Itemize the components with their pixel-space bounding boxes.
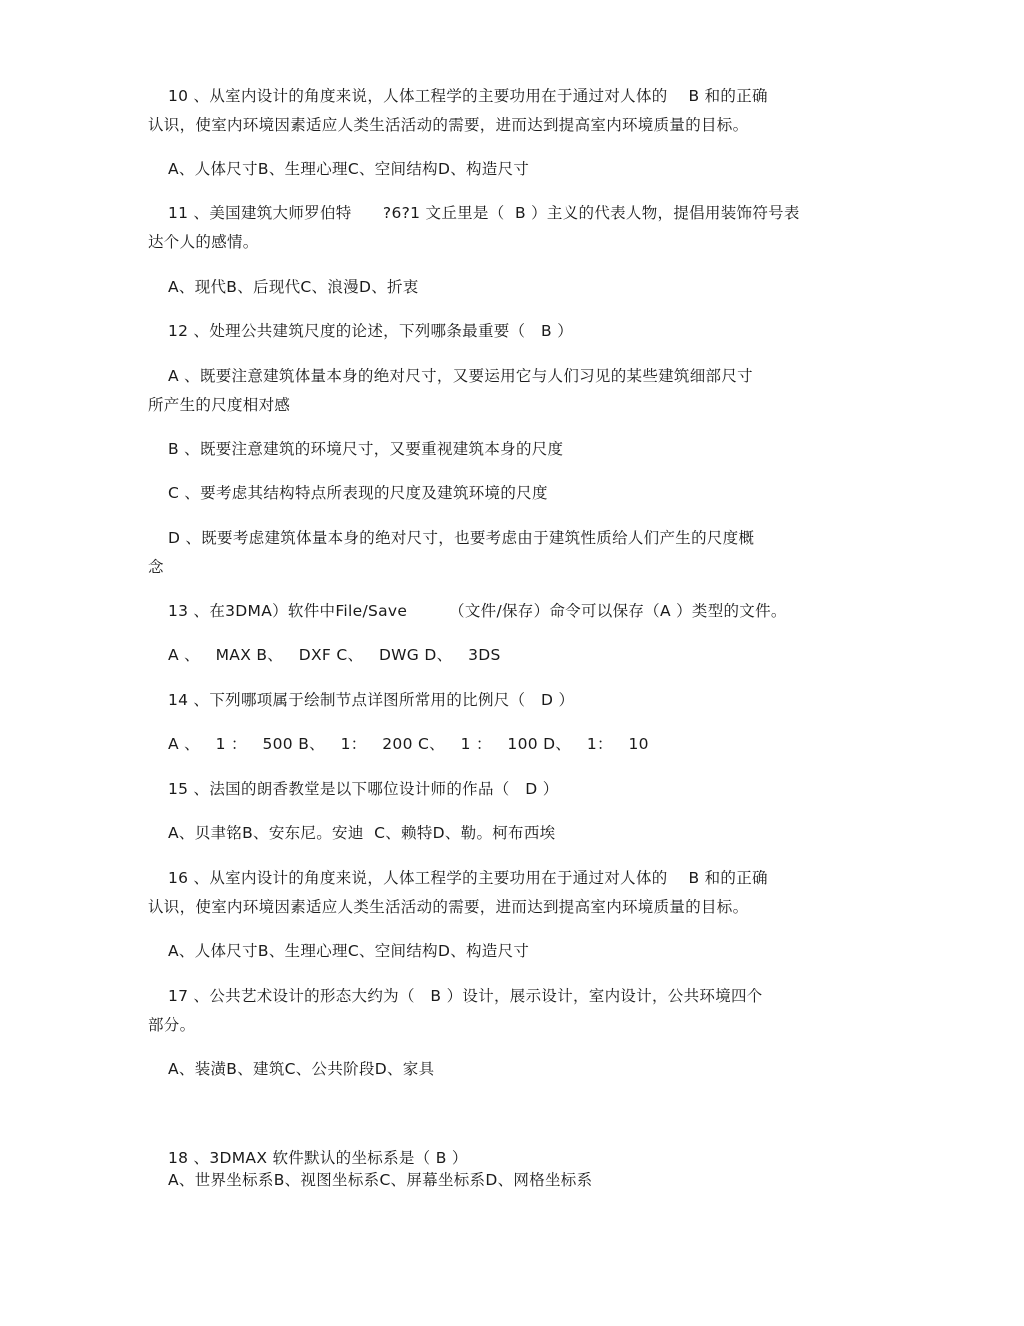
q11-stem: 11 、美国建筑大师罗伯特 ?6?1 文丘里是（ B ）主义的代表人物，提倡用装饰符号表 (168, 204, 800, 222)
q18-stem: 18 、3DMAX 软件默认的坐标系是（ B ） (168, 1149, 468, 1167)
q17-options: A、装潢B、建筑C、公共阶段D、家具 (168, 1060, 435, 1078)
q12-option-a: A 、既要注意建筑体量本身的绝对尺寸，又要运用它与人们习见的某些建筑细部尺寸 (168, 367, 753, 385)
q15-stem: 15 、法国的朗香教堂是以下哪位设计师的作品（ D ） (168, 780, 559, 798)
q11-stem-cont: 达个人的感情。 (148, 233, 259, 251)
q14-options: A 、 1 ： 500 B、 1： 200 C、 1 ： 100 D、 1： 10 (168, 735, 649, 753)
q12-option-d: D 、既要考虑建筑体量本身的绝对尺寸，也要考虑由于建筑性质给人们产生的尺度概 (168, 529, 755, 547)
q10-options: A、人体尺寸B、生理心理C、空间结构D、构造尺寸 (168, 160, 530, 178)
q13-options: A 、 MAX B、 DXF C、 DWG D、 3DS (168, 646, 501, 664)
q12-stem: 12 、处理公共建筑尺度的论述，下列哪条最重要（ B ） (168, 322, 573, 340)
q17-stem-cont: 部分。 (148, 1016, 196, 1034)
q12-option-b: B 、既要注意建筑的环境尺寸，又要重视建筑本身的尺度 (168, 440, 564, 458)
q13-stem: 13 、在3DMA）软件中File/Save （文件/保存）命令可以保存（A ）类型的文件。 (168, 602, 787, 620)
q17-stem: 17 、公共艺术设计的形态大约为（ B ）设计，展示设计，室内设计，公共环境四个 (168, 987, 763, 1005)
q14-stem: 14 、下列哪项属于绘制节点详图所常用的比例尺（ D ） (168, 691, 575, 709)
q12-option-c: C 、要考虑其结构特点所表现的尺度及建筑环境的尺度 (168, 484, 548, 502)
q15-options: A、贝聿铭B、安东尼。安迪 C、赖特D、勒。柯布西埃 (168, 824, 556, 842)
q10-stem: 10 、从室内设计的角度来说，人体工程学的主要功用在于通过对人体的 B 和的正确 (168, 87, 768, 105)
q16-stem: 16 、从室内设计的角度来说，人体工程学的主要功用在于通过对人体的 B 和的正确 (168, 869, 768, 887)
q12-option-a-cont: 所产生的尺度相对感 (148, 396, 291, 414)
q10-stem-cont: 认识，使室内环境因素适应人类生活活动的需要，进而达到提高室内环境质量的目标。 (148, 116, 749, 134)
q11-options: A、现代B、后现代C、浪漫D、折衷 (168, 278, 419, 296)
q16-options: A、人体尺寸B、生理心理C、空间结构D、构造尺寸 (168, 942, 530, 960)
q16-stem-cont: 认识，使室内环境因素适应人类生活活动的需要，进而达到提高室内环境质量的目标。 (148, 898, 749, 916)
q12-option-d-cont: 念 (148, 558, 164, 576)
q18-options: A、世界坐标系B、视图坐标系C、屏幕坐标系D、网格坐标系 (168, 1171, 593, 1189)
